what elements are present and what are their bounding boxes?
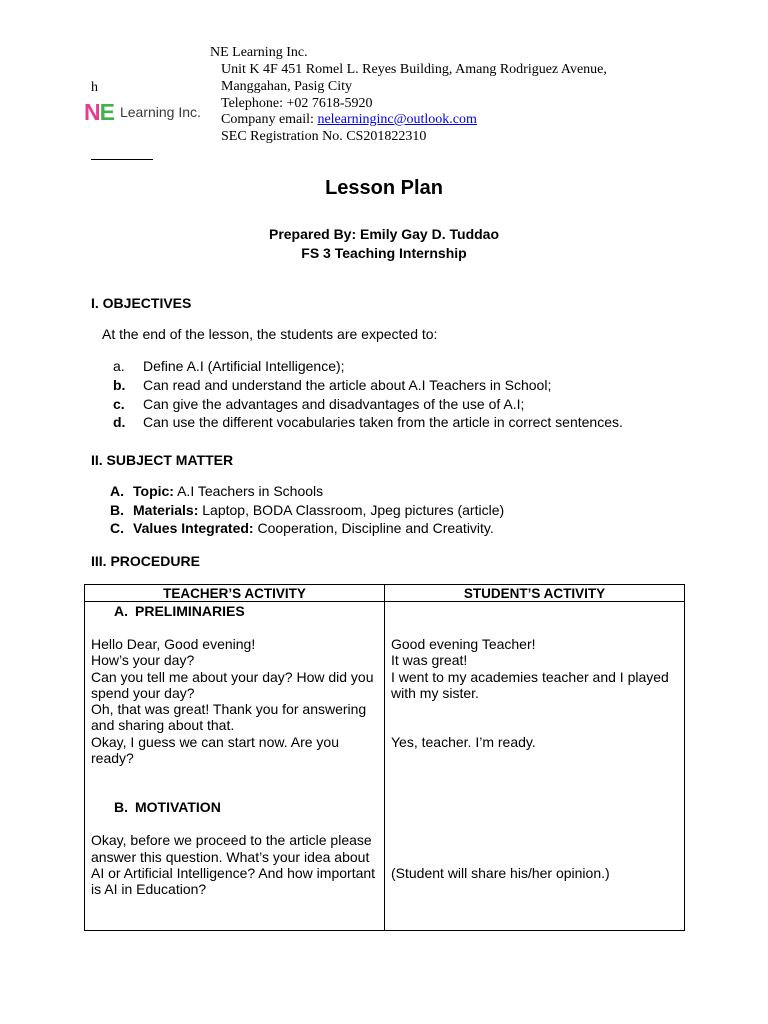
subject-matter-heading: II. SUBJECT MATTER	[91, 452, 234, 468]
teacher-line: is AI in Education?	[91, 881, 207, 897]
telephone: Telephone: +02 7618-5920	[221, 96, 373, 111]
teacher-line: Okay, I guess we can start now. Are you	[91, 734, 339, 750]
objective-item	[113, 396, 524, 412]
objective-marker: a.	[113, 358, 125, 374]
teacher-line: and sharing about that.	[91, 717, 235, 733]
prepared-by: Prepared By: Emily Gay D. Tuddao	[268, 226, 500, 242]
teacher-line: Oh, that was great! Thank you for answering	[91, 701, 367, 717]
subject-marker: C.	[110, 520, 124, 536]
objectives-heading: I. OBJECTIVES	[91, 295, 192, 311]
company-name: NE Learning Inc.	[210, 45, 308, 60]
teacher-line: Hello Dear, Good evening!	[91, 636, 256, 652]
subject-label: Values Integrated:	[133, 520, 254, 536]
student-line: Yes, teacher. I’m ready.	[391, 734, 536, 750]
subject-matter-item	[110, 520, 494, 536]
subject-matter-item	[110, 502, 504, 518]
page-title: Lesson Plan	[325, 177, 443, 199]
teacher-line: answer this question. What’s your idea about	[91, 849, 370, 865]
preliminaries-heading: A. PRELIMINARIES	[114, 603, 245, 619]
subject-value: Laptop, BODA Classroom, Jpeg pictures (article)	[198, 502, 505, 518]
stray-character: h	[91, 80, 98, 95]
teacher-line: Can you tell me about your day? How did you	[91, 669, 374, 685]
teacher-activity-cell	[85, 602, 385, 931]
address-line-1: Unit K 4F 451 Romel L. Reyes Building, Amang Rodriguez Avenue,	[221, 62, 607, 77]
company-email-line	[221, 112, 477, 129]
logo-text: Learning Inc.	[119, 104, 201, 120]
objective-text: Can use the different vocabularies taken from the article in correct sentences.	[143, 414, 623, 430]
company-logo	[84, 99, 201, 125]
course-name: FS 3 Teaching Internship	[301, 245, 467, 261]
procedure-table	[84, 584, 685, 931]
teacher-activity-header: TEACHER’S ACTIVITY	[85, 585, 385, 602]
objectives-intro: At the end of the lesson, the students are expected to:	[102, 326, 438, 342]
subject-matter-item	[110, 483, 323, 499]
header-rule	[91, 159, 153, 160]
email-label: Company email:	[221, 112, 318, 127]
teacher-line: How’s your day?	[91, 652, 195, 668]
teacher-line: AI or Artificial Intelligence? And how important	[91, 865, 376, 881]
sec-registration: SEC Registration No. CS201822310	[221, 129, 427, 144]
student-line: (Student will share his/her opinion.)	[391, 865, 610, 881]
objective-text: Can give the advantages and disadvantages of the use of A.I;	[143, 396, 525, 412]
student-activity-header: STUDENT’S ACTIVITY	[385, 585, 685, 602]
objective-marker: b.	[113, 377, 126, 393]
objective-item	[113, 414, 623, 430]
teacher-line: spend your day?	[91, 685, 195, 701]
subject-marker: A.	[110, 483, 124, 499]
subject-label: Materials:	[133, 502, 199, 518]
student-line: Good evening Teacher!	[391, 636, 536, 652]
objective-item	[113, 358, 345, 374]
objective-item	[113, 377, 551, 393]
subject-marker: B.	[110, 502, 124, 518]
objective-marker: c.	[113, 396, 125, 412]
subject-value: A.I Teachers in Schools	[173, 483, 324, 499]
objective-marker: d.	[113, 414, 126, 430]
student-line: with my sister.	[391, 685, 479, 701]
student-line: I went to my academies teacher and I played	[391, 669, 669, 685]
objective-text: Can read and understand the article about A.I Teachers in School;	[143, 377, 552, 393]
logo-mark: NE	[84, 98, 114, 125]
procedure-heading: III. PROCEDURE	[91, 553, 200, 569]
motivation-heading: B. MOTIVATION	[114, 799, 221, 815]
address-line-2: Manggahan, Pasig City	[221, 79, 353, 94]
email-link[interactable]: nelearninginc@outlook.com	[317, 112, 477, 127]
student-line: It was great!	[391, 652, 468, 668]
subject-label: Topic:	[133, 483, 174, 499]
subject-value: Cooperation, Discipline and Creativity.	[253, 520, 494, 536]
objective-text: Define A.I (Artificial Intelligence);	[143, 358, 345, 374]
teacher-line: ready?	[91, 750, 134, 766]
student-activity-cell	[385, 602, 685, 931]
teacher-line: Okay, before we proceed to the article please	[91, 832, 372, 848]
